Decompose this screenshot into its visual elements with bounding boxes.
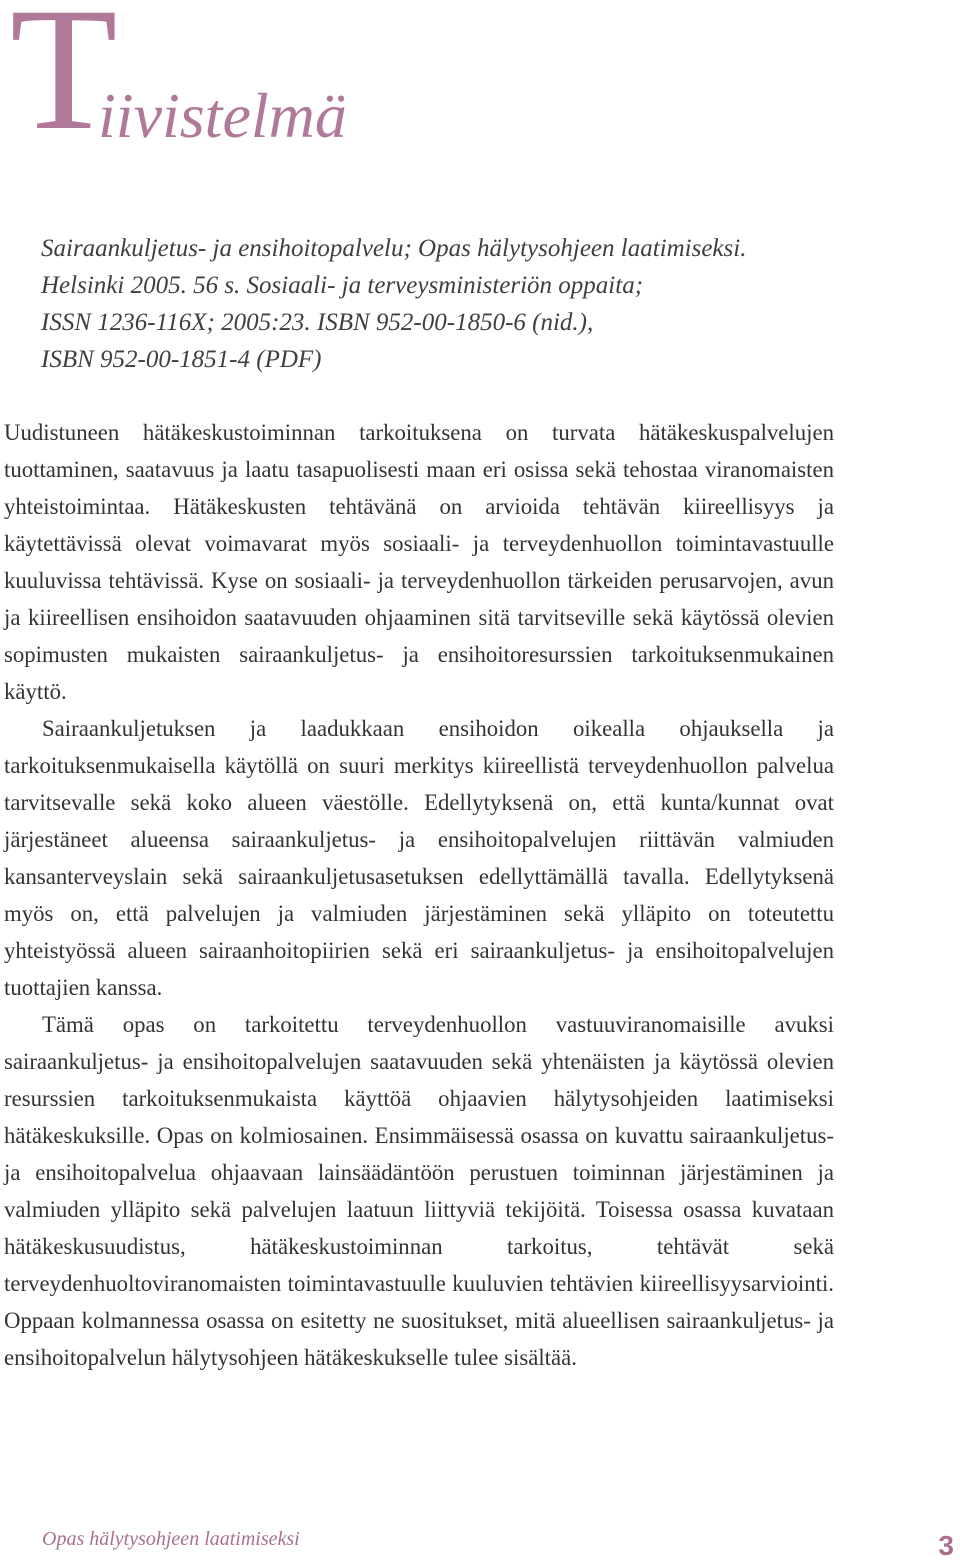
abstract-body	[4, 414, 834, 1376]
paragraph: Sairaankuljetuksen ja laadukkaan ensihoidon oikealla ohjauksella ja tarkoituksenmukaisella käytöllä on suuri merkitys kiireellistä terveydenhuollon palvelua tarvitsevalle sekä koko alueen väestölle. Edellytyksenä on, että kunta/kunnat ovat järjestäneet alueensa sairaankuljetus- ja ensihoitopalvelujen riittävän valmiuden kansanterveyslain sekä sairaankuljetusasetuksen edellyttämällä tavalla. Edellytyksenä myös on, että palvelujen ja valmiuden järjestäminen sekä ylläpito on toteutettu yhteistyössä alueen sairaanhoitopiirien sekä eri sairaankuljetus- ja ensihoitopalvelujen tuottajien kanssa.	[4, 716, 834, 1000]
page-title	[10, 0, 610, 170]
page-number: 3	[938, 1530, 954, 1561]
citation-line: Sairaankuljetus- ja ensihoitopalvelu; Opas hälytysohjeen laatimiseksi.	[41, 235, 747, 262]
running-footer-title: Opas hälytysohjeen laatimiseksi	[42, 1528, 300, 1550]
citation-line: Helsinki 2005. 56 s. Sosiaali- ja terveysministeriön oppaita;	[41, 272, 644, 299]
title-text: iivistelmä	[98, 80, 347, 151]
paragraph: Uudistuneen hätäkeskustoiminnan tarkoituksena on turvata hätäkeskuspalvelujen tuottaminen, saatavuus ja laatu tasapuolisesti maan eri osissa sekä tehostaa viranomaisten yhteistoimintaa. Hätäkeskusten tehtävänä on arvioida tehtävän kiireellisyys ja käytettävissä olevat voimavarat myös sosiaali- ja terveydenhuollon toimintavastuulle kuuluvissa tehtävissä. Kyse on sosiaali- ja terveydenhuollon tärkeiden perusarvojen, avun ja kiireellisen ensihoidon saatavuuden ohjaaminen sitä tarvitseville sekä käytössä olevien sopimusten mukaisten sairaankuljetus- ja ensihoitoresurssien tarkoituksenmukainen käyttö.	[4, 420, 834, 704]
citation-line: ISSN 1236-116X; 2005:23. ISBN 952-00-1850-6 (nid.),	[41, 309, 594, 336]
bibliographic-citation	[41, 230, 881, 378]
paragraph: Tämä opas on tarkoitettu terveydenhuollon vastuuviranomaisille avuksi sairaankuljetus- ja ensihoitopalvelujen saatavuuden sekä yhtenäisten ja käytössä olevien resurssien tarkoituksenmukaista käyttöä ohjaavien hälytysohjeiden laatimiseksi hätäkeskuksille. Opas on kolmiosainen. Ensimmäisessä osassa on kuvattu sairaankuljetus- ja ensihoitopalvelua ohjaavaan lainsäädäntöön perustuen toiminnan järjestäminen ja valmiuden ylläpito sekä palvelujen laatuun liittyviä tekijöitä. Toisessa osassa kuvataan hätäkeskusuudistus, hätäkeskustoiminnan tarkoitus, tehtävät sekä terveydenhuoltoviranomaisten toimintavastuulle kuuluvien tehtävien kiireellisyysarviointi. Oppaan kolmannessa osassa on esitetty ne suositukset, mitä alueellisen sairaankuljetus- ja ensihoitopalvelun hälytysohjeen hätäkeskukselle tulee sisältää.	[4, 1012, 834, 1370]
title-drop-cap: T	[10, 0, 118, 167]
citation-line: ISBN 952-00-1851-4 (PDF)	[41, 346, 322, 373]
